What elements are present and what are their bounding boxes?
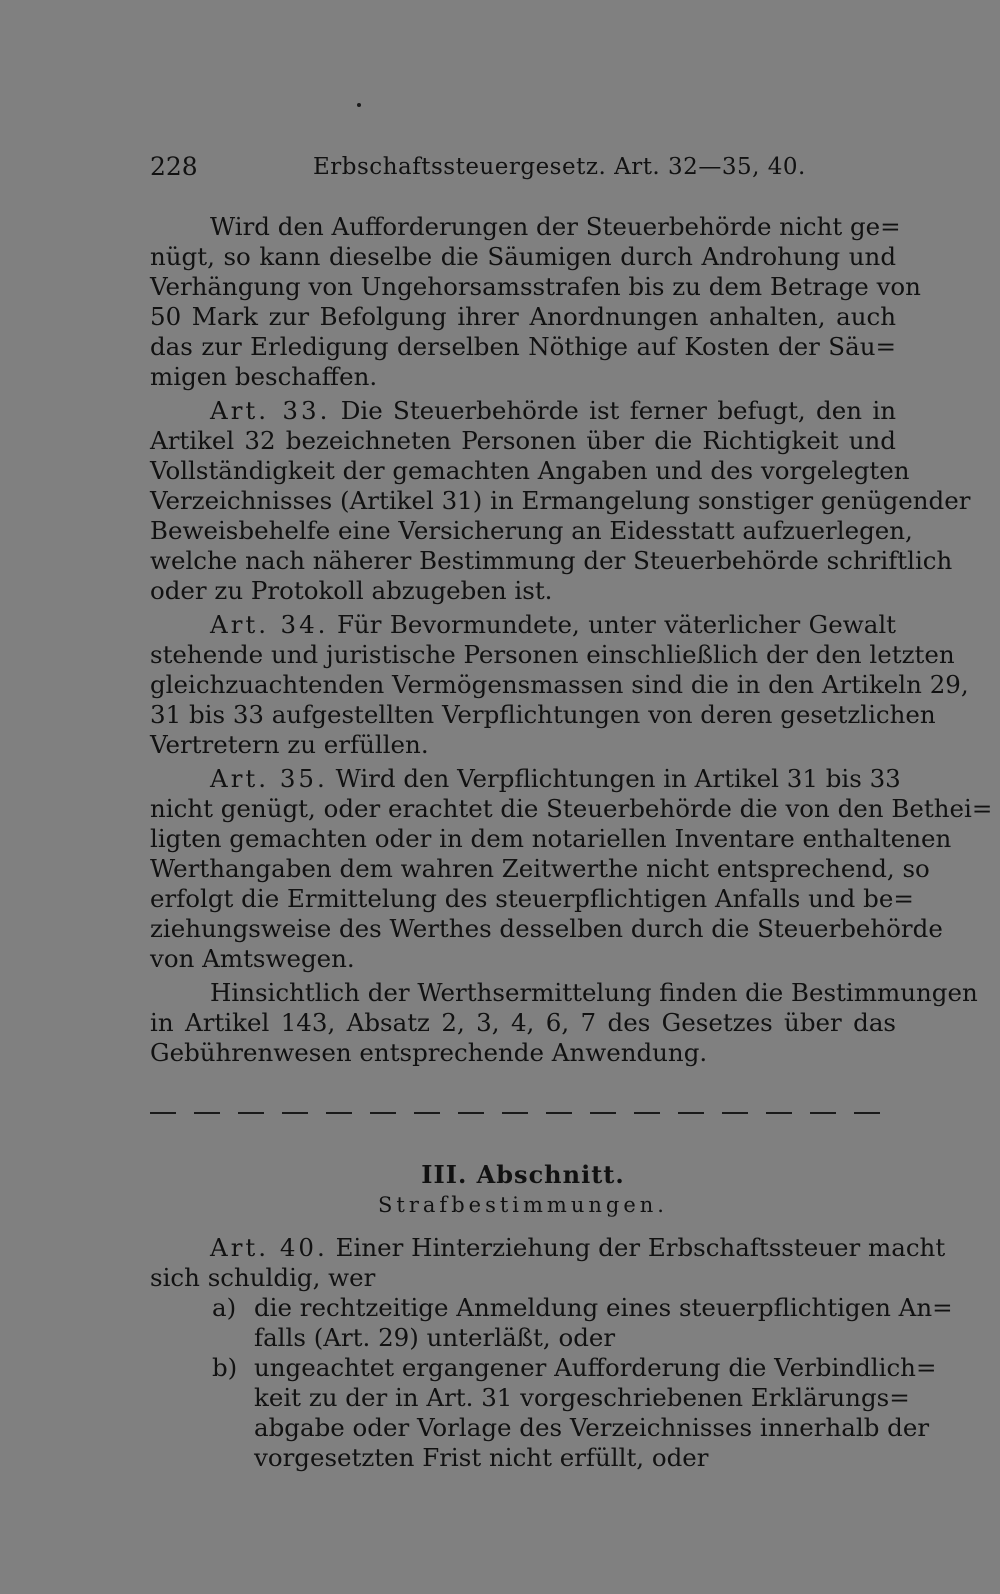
text-span: Die Steuerbehörde ist ferner befugt, den in — [340, 396, 896, 425]
text-line: Wird den Aufforderungen der Steuerbehörde nicht ge= — [210, 212, 901, 241]
text-line: ungeachtet ergangener Aufforderung die Verbindlich= — [254, 1353, 937, 1382]
text-line: 31 bis 33 aufgestellten Verpflichtungen von deren gesetzlichen — [150, 700, 936, 729]
list-item — [150, 1293, 953, 1353]
text-line: Vollständigkeit der gemachten Angaben und des vorgelegten — [150, 456, 910, 485]
text-line — [150, 396, 896, 426]
text-line: abgabe oder Vorlage des Verzeichnisses innerhalb der — [254, 1413, 930, 1442]
text-line: nügt, so kann dieselbe die Säumigen durch Androhung und — [150, 242, 896, 271]
text-line: vorgesetzten Frist nicht erfüllt, oder — [254, 1443, 709, 1472]
text-span: Für Bevormundete, unter väterlicher Gewalt — [336, 610, 896, 639]
text-line: erfolgt die Ermittelung des steuerpflichtigen Anfalls und be= — [150, 884, 914, 913]
text-line: keit zu der in Art. 31 vorgeschriebenen Erklärungs= — [254, 1383, 910, 1412]
text-line: gleichzuachtenden Vermögensmassen sind die in den Artikeln 29, — [150, 670, 969, 699]
article-label: Art. 33. — [210, 396, 331, 425]
article-35 — [150, 764, 993, 974]
section-divider — [150, 1110, 896, 1116]
text-span: Wird den Verpflichtungen in Artikel 31 bis 33 — [335, 764, 901, 793]
text-line: welche nach näherer Bestimmung der Steuerbehörde schriftlich — [150, 546, 953, 575]
text-line: in Artikel 143, Absatz 2, 3, 4, 6, 7 des Gesetzes über das — [150, 1008, 896, 1037]
article-40 — [150, 1233, 953, 1473]
section-subtitle: Strafbestimmungen. — [378, 1193, 668, 1217]
article-label: Art. 34. — [210, 610, 329, 639]
text-line: oder zu Protokoll abzugeben ist. — [150, 576, 553, 605]
text-line: sich schuldig, wer — [150, 1263, 376, 1292]
main-text — [150, 212, 993, 1068]
text-line: Beweisbehelfe eine Versicherung an Eidesstatt aufzuerlegen, — [150, 516, 913, 545]
ink-speck — [357, 103, 361, 107]
list-item — [150, 1353, 937, 1473]
article-label: Art. 35. — [210, 764, 328, 793]
text-line: nicht genügt, oder erachtet die Steuerbehörde die von den Bethei= — [150, 794, 993, 823]
text-line: Artikel 32 bezeichneten Personen über die Richtigkeit und — [150, 426, 896, 455]
article-33 — [150, 396, 971, 606]
text-line: 50 Mark zur Befolgung ihrer Anordnungen anhalten, auch — [150, 302, 896, 331]
text-line: Werthangaben dem wahren Zeitwerthe nicht entsprechend, so — [150, 854, 930, 883]
text-line: die rechtzeitige Anmeldung eines steuerpflichtigen An= — [254, 1293, 953, 1322]
page-number: 228 — [150, 152, 198, 181]
text-line: migen beschaffen. — [150, 362, 378, 391]
text-line: ziehungsweise des Werthes desselben durch die Steuerbehörde — [150, 914, 943, 943]
text-line: Vertretern zu erfüllen. — [150, 730, 429, 759]
text-line — [150, 610, 896, 640]
text-line: das zur Erledigung derselben Nöthige auf Kosten der Säu= — [150, 332, 896, 361]
text-line: stehende und juristische Personen einschließlich der den letzten — [150, 640, 955, 669]
article-34 — [150, 610, 969, 760]
text-span: Einer Hinterziehung der Erbschaftssteuer macht — [335, 1233, 946, 1262]
text-line: Hinsichtlich der Werthsermittelung finden die Bestimmungen — [210, 978, 978, 1007]
paragraph — [150, 978, 978, 1068]
text-line: Verzeichnisses (Artikel 31) in Ermangelung sonstiger genügender — [150, 486, 971, 515]
article-label: Art. 40. — [210, 1233, 328, 1262]
text-line: Verhängung von Ungehorsamsstrafen bis zu dem Betrage von — [150, 272, 921, 301]
text-line — [150, 764, 901, 794]
text-line: von Amtswegen. — [150, 944, 355, 973]
list-marker: b) — [212, 1353, 238, 1382]
paragraph — [150, 212, 921, 392]
running-title: Erbschaftssteuergesetz. Art. 32—35, 40. — [313, 154, 806, 180]
text-line — [150, 1233, 946, 1263]
text-line: ligten gemachten oder in dem notariellen Inventare enthaltenen — [150, 824, 952, 853]
list-marker: a) — [212, 1293, 237, 1322]
text-line: Gebührenwesen entsprechende Anwendung. — [150, 1038, 708, 1067]
text-line: falls (Art. 29) unterläßt, oder — [254, 1323, 616, 1352]
section-title: III. Abschnitt. — [421, 1160, 625, 1189]
page-header — [150, 152, 896, 188]
